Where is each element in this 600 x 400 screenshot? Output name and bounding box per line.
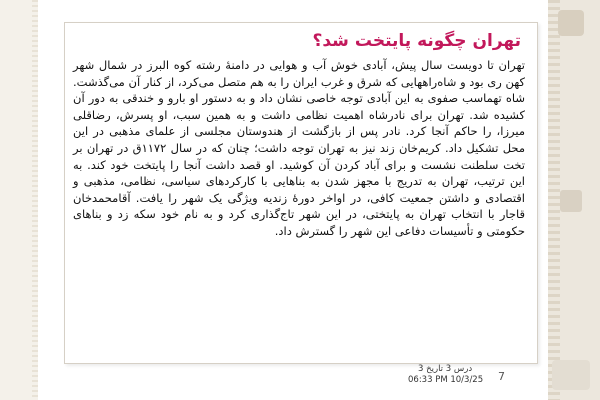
- content-card: [64, 22, 538, 364]
- decorative-square-middle: [560, 190, 582, 212]
- decorative-logo: [552, 360, 590, 390]
- decorative-square-top: [558, 10, 584, 36]
- slide-body-text: تهران تا دویست سال پیش، آبادی خوش آب و هوایی در دامنهٔ رشته کوه البرز در شمال شهر کهن ری بود و شاه‌راههایی که شرق و غرب ایران را به هم متصل می‌کرد، از کنار آن می‌گذشت. شاه تهماسب صفوی به این آبادی توجه خاصی نشان داد و به دستور او بارو و خندقی به دور آن کشیده شد. تهران برای نادرشاه اهمیت نظامی داشت و به همین سبب، او پسرش، رضاقلی میرزا، را حاکم آنجا کرد. نادر پس از بازگشت از هندوستان مجلسی از علمای مذهبی در این محل تشکیل داد. کریم‌خان زند نیز به تهران توجه داشت؛ چنان که در سال ۱۱۷۲ق در تهران بر تخت سلطنت نشست و برای آباد کردن آن کوشید. او قصد داشت آنجا را پایتخت خود کند. به این ترتیب، تهران به تدریج با مجهز شدن به بناهایی با کارکردهای سیاسی، نظامی، مذهبی و اقتصادی و داشتن جمعیت کافی، در اواخر دورهٔ زندیه ویژگی یک شهر را یافت. آقامحمدخان قاجار با انتخاب تهران به پایتختی، در این شهر تاج‌گذاری کرد و به نام خود سکه زد و بناهای حکومتی و تأسیسات دفاعی این شهر را گسترش داد.: [73, 58, 525, 238]
- right-decorative-band: [548, 0, 600, 400]
- slide-title: تهران چگونه پایتخت شد؟: [312, 31, 521, 51]
- left-decorative-band: [0, 0, 38, 400]
- footer-slide-title: درس 3 تاریخ 3: [418, 364, 473, 374]
- footer-page-number: 7: [498, 370, 505, 383]
- footer-date: 06:33 PM 10/3/25: [408, 375, 484, 385]
